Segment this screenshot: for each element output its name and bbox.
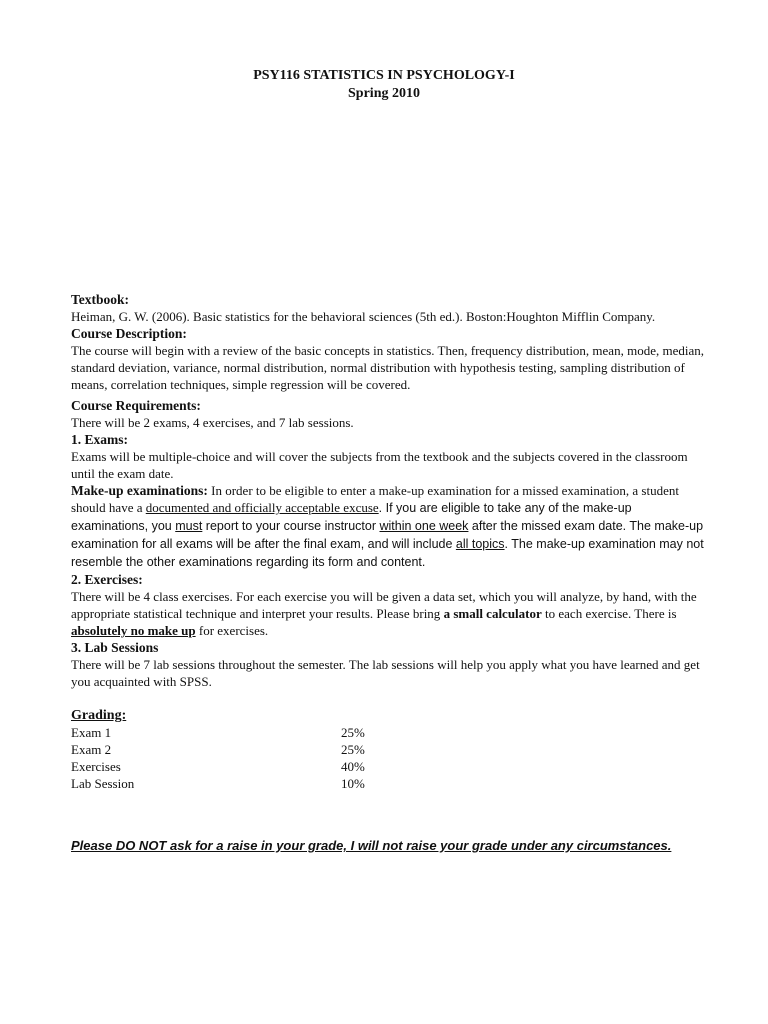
description-text: The course will begin with a review of the basic concepts in statistics. Then, frequency distribution, mean, mode, median, standard deviation, variance, normal distribution, normal distribution with hypothesis testing, sampling distribution of means, correlation techniques, simple regression will be covered.: [71, 343, 704, 392]
exams-text: Exams will be multiple-choice and will cover the subjects from the textbook and the subjects covered in the classroom until the exam date.: [71, 449, 688, 481]
term: Spring 2010: [348, 86, 420, 101]
makeup-one-week: within one week: [379, 519, 469, 533]
syllabus-body: [71, 291, 711, 792]
textbook-heading: Textbook:: [71, 292, 130, 307]
title-block: [0, 67, 768, 103]
grading-heading: Grading:: [71, 708, 127, 723]
makeup-paragraph: [71, 482, 711, 571]
makeup-all-topics: all topics: [455, 537, 505, 551]
labs-heading: 3. Lab Sessions: [71, 640, 159, 655]
grading-item: Exam 1: [71, 725, 112, 740]
makeup-text-1: In order to be eligible to enter a make-up examination for a missed examination, a student should have a: [71, 483, 679, 515]
exams-heading: 1. Exams:: [71, 432, 128, 447]
labs-text: There will be 7 lab sessions throughout the semester. The lab sessions will help you apply what you have learned and get you acquainted with SPSS.: [71, 657, 700, 689]
makeup-text-4: after the missed exam date. The make-up examination for all exams will be after the final exam, and will include: [71, 519, 704, 551]
requirements-summary: There will be 2 exams, 4 exercises, and 7 lab sessions.: [71, 415, 354, 430]
exercises-text-2: to each exercise. There is: [541, 606, 677, 621]
makeup-text-5: . The make-up examination may not resemble the other examinations regarding its form and content.: [71, 537, 704, 569]
description-heading: Course Description:: [71, 326, 187, 341]
course-title: PSY116 STATISTICS IN PSYCHOLOGY-I: [253, 68, 515, 83]
makeup-heading: Make-up examinations:: [71, 483, 208, 498]
requirements-heading: Course Requirements:: [71, 398, 201, 413]
grading-weight: 40%: [341, 759, 365, 774]
grading-item: Exercises: [71, 759, 121, 774]
makeup-text-3: report to your course instructor: [202, 519, 380, 533]
exercises-calculator: a small calculator: [443, 606, 542, 621]
exercises-heading: 2. Exercises:: [71, 572, 143, 587]
grading-row: [71, 724, 711, 741]
exercises-paragraph: [71, 588, 711, 639]
grading-table: [71, 724, 711, 792]
grading-weight: 25%: [341, 742, 365, 757]
grading-row: [71, 758, 711, 775]
makeup-must: must: [175, 519, 203, 533]
exercises-text-1: There will be 4 class exercises. For each exercise you will be given a data set, which you will analyze, by hand, with the appropriate statistical technique and interpret your results. Please bring: [71, 589, 697, 621]
grading-item: Exam 2: [71, 742, 112, 757]
grading-row: [71, 775, 711, 792]
makeup-excuse: documented and officially acceptable excuse: [145, 500, 379, 515]
grading-row: [71, 741, 711, 758]
grading-weight: 25%: [341, 725, 365, 740]
grading-weight: 10%: [341, 776, 365, 791]
exercises-text-3: for exercises.: [195, 623, 269, 638]
exercises-no-makeup: absolutely no make up: [71, 623, 196, 638]
grading-item: Lab Session: [71, 776, 135, 791]
grade-warning: Please DO NOT ask for a raise in your grade, I will not raise your grade under any circumstances.: [71, 838, 672, 853]
textbook-citation: Heiman, G. W. (2006). Basic statistics for the behavioral sciences (5th ed.). Boston:Houghton Mifflin Company.: [71, 309, 656, 324]
makeup-text-2: . If you are eligible to take any of the make-up examinations, you: [71, 501, 632, 533]
